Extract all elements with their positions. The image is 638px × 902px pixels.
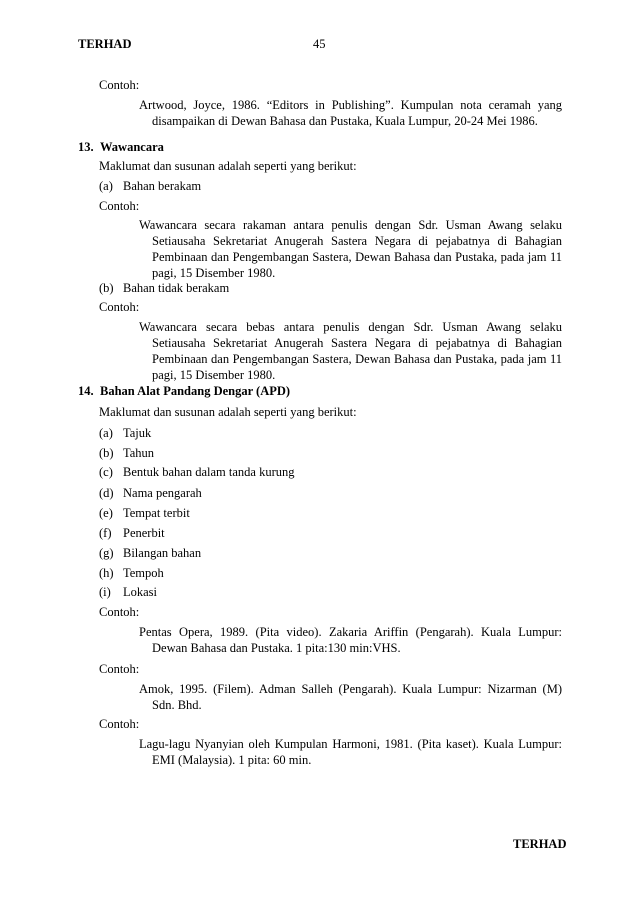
list-marker: (b)	[99, 446, 114, 460]
list-item	[99, 525, 165, 541]
list-item	[99, 545, 201, 561]
list-item	[99, 464, 294, 480]
list-marker: (e)	[99, 506, 113, 520]
list-item-text: Tajuk	[123, 426, 152, 440]
section-title: Wawancara	[100, 140, 164, 154]
list-marker: (i)	[99, 585, 111, 599]
contoh-label: Contoh:	[99, 300, 140, 314]
section-14-intro: Maklumat dan susunan adalah seperti yang berikut:	[99, 405, 357, 419]
list-item	[99, 178, 201, 194]
reference-entry-wawancara-berakam: Wawancara secara rakaman antara penulis dengan Sdr. Usman Awang selaku Setiausaha Sekretariat Anugerah Sastera Negara di pejabatnya di Bahagian Pembinaan dan Pengembangan Sastera, Dewan Bahasa dan Pustaka, pada jam 11 pagi, 15 Disember 1980.	[139, 218, 562, 280]
page-number: 45	[313, 37, 326, 51]
reference-entry-amok: Amok, 1995. (Filem). Adman Salleh (Pengarah). Kuala Lumpur: Nizarman (M) Sdn. Bhd.	[139, 682, 562, 712]
reference-entry-lagu-lagu: Lagu-lagu Nyanyian oleh Kumpulan Harmoni, 1981. (Pita kaset). Kuala Lumpur: EMI (Malaysia). 1 pita: 60 min.	[139, 737, 562, 767]
list-marker: (h)	[99, 566, 114, 580]
contoh-label: Contoh:	[99, 717, 140, 731]
list-item	[99, 445, 154, 461]
reference-entry-pentas-opera: Pentas Opera, 1989. (Pita video). Zakaria Ariffin (Pengarah). Kuala Lumpur: Dewan Bahasa dan Pustaka. 1 pita:130 min:VHS.	[139, 625, 562, 655]
list-item-text: Bahan tidak berakam	[123, 281, 230, 295]
list-item-text: Penerbit	[123, 526, 165, 540]
list-item	[99, 584, 157, 600]
list-item-text: Tahun	[123, 446, 155, 460]
section-number: 13.	[78, 140, 94, 154]
section-13-intro: Maklumat dan susunan adalah seperti yang berikut:	[99, 159, 357, 173]
reference-entry-wawancara-tidak-berakam: Wawancara secara bebas antara penulis dengan Sdr. Usman Awang selaku Setiausaha Sekretariat Anugerah Sastera Negara di pejabatnya di Bahagian Pembinaan dan Pengembangan Sastera, Dewan Bahasa dan Pustaka, pada jam 11 pagi, 15 Disember 1980.	[139, 320, 562, 382]
list-item-text: Tempat terbit	[123, 506, 190, 520]
contoh-label: Contoh:	[99, 605, 140, 619]
list-item-text: Lokasi	[123, 585, 158, 599]
list-marker: (d)	[99, 486, 114, 500]
list-item-text: Bahan berakam	[123, 179, 202, 193]
contoh-label: Contoh:	[99, 199, 140, 213]
footer-classification: TERHAD	[513, 837, 567, 851]
list-item-text: Nama pengarah	[123, 486, 202, 500]
list-item	[99, 505, 190, 521]
header-classification: TERHAD	[78, 37, 132, 51]
list-marker: (b)	[99, 281, 114, 295]
list-marker: (a)	[99, 426, 113, 440]
contoh-label: Contoh:	[99, 662, 140, 676]
section-title: Bahan Alat Pandang Dengar (APD)	[100, 384, 291, 398]
list-marker: (c)	[99, 465, 113, 479]
section-14-heading	[78, 383, 290, 399]
list-marker: (a)	[99, 179, 113, 193]
section-13-heading	[78, 139, 164, 155]
list-item	[99, 485, 202, 501]
contoh-label: Contoh:	[99, 78, 140, 92]
list-marker: (f)	[99, 526, 112, 540]
reference-entry-artwood: Artwood, Joyce, 1986. “Editors in Publishing”. Kumpulan nota ceramah yang disampaikan di Dewan Bahasa dan Pustaka, Kuala Lumpur, 20-24 Mei 1986.	[139, 98, 562, 128]
list-item	[99, 425, 151, 441]
list-item-text: Bentuk bahan dalam tanda kurung	[123, 465, 295, 479]
list-item-text: Tempoh	[123, 566, 164, 580]
list-marker: (g)	[99, 546, 114, 560]
list-item	[99, 565, 164, 581]
section-number: 14.	[78, 384, 94, 398]
list-item	[99, 280, 229, 296]
list-item-text: Bilangan bahan	[123, 546, 202, 560]
